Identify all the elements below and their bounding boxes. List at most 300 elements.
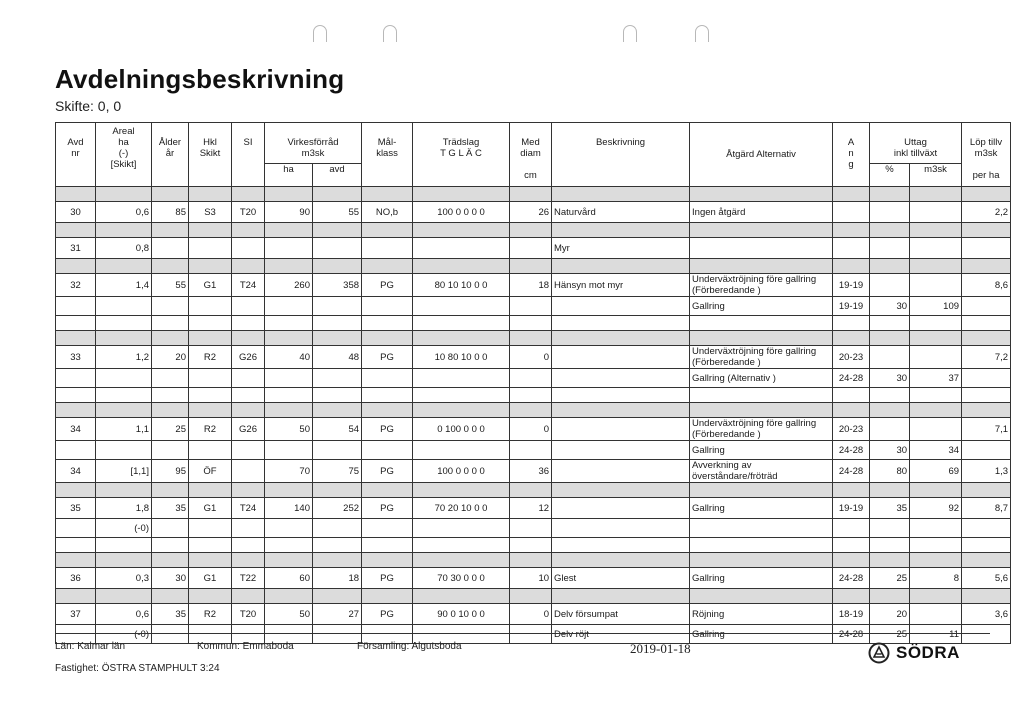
header-uttag-pct: %: [870, 164, 910, 187]
row-virkesforrad-avd: [313, 483, 362, 498]
row-alder: [152, 223, 189, 238]
row-beskrivning: [552, 346, 690, 369]
row-virkesforrad-ha: [265, 538, 313, 553]
row-si: [232, 460, 265, 483]
row-virkesforrad-avd: [313, 441, 362, 460]
row-tradslag: [413, 538, 510, 553]
row-uttag-pct: 80: [870, 460, 910, 483]
row-virkesforrad-ha: [265, 316, 313, 331]
shaded-separator-row: [56, 483, 1011, 498]
row-ang: [833, 483, 870, 498]
row-med-diam: [510, 625, 552, 644]
row-virkesforrad-ha: [265, 589, 313, 604]
row-hkl: R2: [189, 346, 232, 369]
row-virkesforrad-avd: 18: [313, 568, 362, 589]
table-row: [56, 238, 1011, 259]
row-beskrivning: Myr: [552, 238, 690, 259]
row-virkesforrad-avd: [313, 553, 362, 568]
row-si: [232, 331, 265, 346]
row-virkesforrad-avd: [313, 297, 362, 316]
row-uttag-pct: [870, 202, 910, 223]
row-virkesforrad-avd: 27: [313, 604, 362, 625]
footer-lan: Län: Kalmar län: [55, 641, 126, 652]
row-lop: [962, 259, 1011, 274]
row-ang: 24-28: [833, 460, 870, 483]
row-uttag-pct: 30: [870, 369, 910, 388]
shaded-separator-row: [56, 589, 1011, 604]
row-areal: 1,8: [96, 498, 152, 519]
row-atgard: [690, 331, 833, 346]
row-tradslag: 90 0 10 0 0: [413, 604, 510, 625]
table-row: [56, 202, 1011, 223]
row-virkesforrad-avd: 55: [313, 202, 362, 223]
row-avd: [56, 589, 96, 604]
row-uttag-pct: [870, 589, 910, 604]
row-med-diam: 0: [510, 604, 552, 625]
row-atgard: [690, 589, 833, 604]
row-malklass: PG: [362, 498, 413, 519]
row-alder: [152, 589, 189, 604]
row-tradslag: 70 20 10 0 0: [413, 498, 510, 519]
row-hkl: [189, 259, 232, 274]
row-uttag-pct: [870, 553, 910, 568]
row-uttag-m3sk: [910, 316, 962, 331]
row-ang: [833, 223, 870, 238]
row-ang: [833, 519, 870, 538]
row-beskrivning: Delv försumpat: [552, 604, 690, 625]
row-virkesforrad-avd: 54: [313, 418, 362, 441]
row-tradslag: [413, 259, 510, 274]
row-virkesforrad-ha: 60: [265, 568, 313, 589]
row-virkesforrad-ha: [265, 331, 313, 346]
row-areal: [96, 331, 152, 346]
row-uttag-pct: [870, 519, 910, 538]
row-virkesforrad-avd: [313, 187, 362, 202]
row-uttag-m3sk: [910, 589, 962, 604]
row-lop: [962, 483, 1011, 498]
row-lop: 8,7: [962, 498, 1011, 519]
row-malklass: [362, 403, 413, 418]
row-malklass: [362, 223, 413, 238]
row-malklass: [362, 297, 413, 316]
row-uttag-pct: 35: [870, 498, 910, 519]
row-lop: [962, 553, 1011, 568]
row-hkl: [189, 538, 232, 553]
row-lop: [962, 519, 1011, 538]
row-si: T20: [232, 202, 265, 223]
row-si: [232, 187, 265, 202]
page-subtitle: Skifte: 0, 0: [55, 98, 122, 114]
row-beskrivning: Delv röjt: [552, 625, 690, 644]
row-alder: 30: [152, 568, 189, 589]
row-avd: 35: [56, 498, 96, 519]
shaded-separator-row: [56, 259, 1011, 274]
row-alder: [152, 238, 189, 259]
punch-hole-mark: [313, 25, 327, 42]
header-virkesforrad-avd: avd: [313, 164, 362, 187]
row-avd: [56, 403, 96, 418]
row-uttag-m3sk: [910, 331, 962, 346]
row-lop: 3,6: [962, 604, 1011, 625]
row-atgard: Gallring (Alternativ ): [690, 369, 833, 388]
row-avd: [56, 553, 96, 568]
row-areal: [96, 223, 152, 238]
row-uttag-m3sk: [910, 202, 962, 223]
row-uttag-pct: 20: [870, 604, 910, 625]
row-malklass: PG: [362, 568, 413, 589]
row-malklass: PG: [362, 346, 413, 369]
row-tradslag: [413, 331, 510, 346]
row-ang: [833, 388, 870, 403]
header-si: SI: [232, 123, 265, 187]
row-areal: 0,6: [96, 604, 152, 625]
row-atgard: [690, 538, 833, 553]
sodra-logo-text: SÖDRA: [896, 643, 960, 662]
row-lop: 2,2: [962, 202, 1011, 223]
row-uttag-pct: [870, 331, 910, 346]
row-si: [232, 589, 265, 604]
row-lop: [962, 441, 1011, 460]
row-hkl: [189, 369, 232, 388]
row-uttag-pct: [870, 238, 910, 259]
row-alder: 35: [152, 604, 189, 625]
footer-kommun: Kommun: Emmaboda: [197, 641, 294, 652]
table-row: [56, 297, 1011, 316]
row-uttag-pct: [870, 316, 910, 331]
row-hkl: G1: [189, 568, 232, 589]
row-areal: 1,2: [96, 346, 152, 369]
row-atgard: Avverkning av överståndare/fröträd: [690, 460, 833, 483]
row-virkesforrad-avd: [313, 223, 362, 238]
row-virkesforrad-ha: [265, 388, 313, 403]
footer-fastighet: Fastighet: ÖSTRA STAMPHULT 3:24: [55, 663, 220, 674]
row-si: [232, 223, 265, 238]
row-ang: [833, 238, 870, 259]
row-areal: 1,4: [96, 274, 152, 297]
row-alder: [152, 441, 189, 460]
row-beskrivning: [552, 297, 690, 316]
table-row: [56, 568, 1011, 589]
row-beskrivning: Naturvård: [552, 202, 690, 223]
row-lop: 1,3: [962, 460, 1011, 483]
page-title: Avdelningsbeskrivning: [55, 64, 345, 94]
row-hkl: [189, 331, 232, 346]
row-uttag-m3sk: [910, 553, 962, 568]
row-tradslag: [413, 589, 510, 604]
row-beskrivning: [552, 441, 690, 460]
row-areal: [96, 316, 152, 331]
row-atgard: Gallring: [690, 625, 833, 644]
row-malklass: PG: [362, 460, 413, 483]
row-uttag-m3sk: 8: [910, 568, 962, 589]
row-avd: 33: [56, 346, 96, 369]
row-lop: [962, 238, 1011, 259]
row-hkl: [189, 316, 232, 331]
row-areal: [96, 297, 152, 316]
punch-hole-mark: [623, 25, 637, 42]
row-malklass: [362, 369, 413, 388]
row-virkesforrad-avd: [313, 238, 362, 259]
row-med-diam: [510, 223, 552, 238]
table-row: [56, 346, 1011, 369]
row-lop: 5,6: [962, 568, 1011, 589]
row-uttag-m3sk: [910, 223, 962, 238]
row-ang: 24-28: [833, 625, 870, 644]
row-avd: [56, 483, 96, 498]
row-areal: [1,1]: [96, 460, 152, 483]
row-alder: [152, 403, 189, 418]
row-med-diam: [510, 441, 552, 460]
row-ang: 18-19: [833, 604, 870, 625]
header-uttag: Uttag inkl tillväxt: [870, 123, 962, 164]
row-atgard: Underväxtröjning före gallring (Förberedande ): [690, 346, 833, 369]
row-alder: [152, 369, 189, 388]
header-avd: Avd nr: [56, 123, 96, 187]
row-si: G26: [232, 346, 265, 369]
row-uttag-pct: [870, 259, 910, 274]
row-virkesforrad-ha: 260: [265, 274, 313, 297]
row-si: T22: [232, 568, 265, 589]
row-virkesforrad-ha: [265, 369, 313, 388]
row-atgard: [690, 238, 833, 259]
row-tradslag: [413, 519, 510, 538]
row-hkl: R2: [189, 418, 232, 441]
row-med-diam: [510, 519, 552, 538]
row-lop: [962, 331, 1011, 346]
row-si: [232, 403, 265, 418]
header-ang: A n g: [833, 123, 870, 187]
row-si: G26: [232, 418, 265, 441]
row-uttag-m3sk: 37: [910, 369, 962, 388]
row-uttag-m3sk: [910, 418, 962, 441]
row-lop: [962, 388, 1011, 403]
row-hkl: [189, 223, 232, 238]
row-malklass: [362, 316, 413, 331]
row-lop: [962, 538, 1011, 553]
header-hkl: Hkl Skikt: [189, 123, 232, 187]
row-hkl: [189, 238, 232, 259]
row-virkesforrad-ha: [265, 441, 313, 460]
row-atgard: Gallring: [690, 498, 833, 519]
table-row: [56, 274, 1011, 297]
row-atgard: Röjning: [690, 604, 833, 625]
row-alder: [152, 331, 189, 346]
row-avd: 36: [56, 568, 96, 589]
row-ang: 24-28: [833, 441, 870, 460]
row-avd: [56, 441, 96, 460]
row-uttag-m3sk: [910, 259, 962, 274]
row-med-diam: [510, 538, 552, 553]
row-si: T24: [232, 498, 265, 519]
row-med-diam: [510, 238, 552, 259]
row-areal: 0,8: [96, 238, 152, 259]
row-avd: [56, 223, 96, 238]
row-med-diam: [510, 259, 552, 274]
row-lop: [962, 223, 1011, 238]
table-row: [56, 441, 1011, 460]
row-beskrivning: [552, 369, 690, 388]
row-med-diam: 12: [510, 498, 552, 519]
row-tradslag: 100 0 0 0 0: [413, 202, 510, 223]
row-med-diam: [510, 187, 552, 202]
row-atgard: [690, 403, 833, 418]
header-atgard: Åtgärd Alternativ: [690, 123, 833, 187]
row-tradslag: [413, 553, 510, 568]
row-si: [232, 553, 265, 568]
footer-forsamling: Församling: Algutsboda: [357, 641, 462, 652]
row-avd: 32: [56, 274, 96, 297]
row-uttag-m3sk: [910, 538, 962, 553]
row-hkl: ÖF: [189, 460, 232, 483]
row-tradslag: 100 0 0 0 0: [413, 460, 510, 483]
row-beskrivning: [552, 187, 690, 202]
row-med-diam: [510, 316, 552, 331]
row-si: [232, 519, 265, 538]
row-areal: 0,6: [96, 202, 152, 223]
row-areal: 0,3: [96, 568, 152, 589]
row-si: [232, 297, 265, 316]
row-lop: [962, 297, 1011, 316]
row-hkl: [189, 483, 232, 498]
row-virkesforrad-ha: [265, 297, 313, 316]
row-hkl: [189, 187, 232, 202]
row-hkl: [189, 403, 232, 418]
row-uttag-pct: [870, 388, 910, 403]
row-si: [232, 369, 265, 388]
row-malklass: [362, 519, 413, 538]
row-ang: 24-28: [833, 369, 870, 388]
header-uttag-m3sk: m3sk: [910, 164, 962, 187]
row-beskrivning: [552, 483, 690, 498]
row-virkesforrad-ha: 90: [265, 202, 313, 223]
row-virkesforrad-avd: [313, 369, 362, 388]
row-uttag-m3sk: 92: [910, 498, 962, 519]
row-med-diam: 0: [510, 346, 552, 369]
row-uttag-pct: [870, 187, 910, 202]
row-malklass: [362, 388, 413, 403]
row-uttag-m3sk: [910, 483, 962, 498]
row-si: T24: [232, 274, 265, 297]
row-beskrivning: [552, 538, 690, 553]
row-med-diam: 10: [510, 568, 552, 589]
row-beskrivning: [552, 418, 690, 441]
row-beskrivning: [552, 403, 690, 418]
row-uttag-m3sk: [910, 187, 962, 202]
row-virkesforrad-ha: [265, 259, 313, 274]
row-lop: [962, 369, 1011, 388]
row-med-diam: 26: [510, 202, 552, 223]
row-atgard: [690, 483, 833, 498]
row-virkesforrad-avd: [313, 259, 362, 274]
row-hkl: R2: [189, 604, 232, 625]
row-ang: 20-23: [833, 346, 870, 369]
shaded-separator-row: [56, 331, 1011, 346]
row-ang: [833, 187, 870, 202]
row-med-diam: [510, 483, 552, 498]
row-alder: 25: [152, 418, 189, 441]
row-alder: 95: [152, 460, 189, 483]
row-tradslag: [413, 403, 510, 418]
table-row: [56, 369, 1011, 388]
row-alder: 35: [152, 498, 189, 519]
row-tradslag: [413, 441, 510, 460]
row-lop: [962, 403, 1011, 418]
row-virkesforrad-avd: 48: [313, 346, 362, 369]
row-tradslag: 80 10 10 0 0: [413, 274, 510, 297]
row-alder: 55: [152, 274, 189, 297]
row-avd: 31: [56, 238, 96, 259]
row-areal: [96, 403, 152, 418]
row-virkesforrad-avd: [313, 625, 362, 644]
header-alder: Ålder år: [152, 123, 189, 187]
row-hkl: [189, 441, 232, 460]
row-med-diam: 18: [510, 274, 552, 297]
row-ang: 24-28: [833, 568, 870, 589]
row-alder: [152, 519, 189, 538]
row-uttag-m3sk: [910, 519, 962, 538]
row-virkesforrad-ha: 50: [265, 418, 313, 441]
row-si: [232, 441, 265, 460]
row-malklass: [362, 187, 413, 202]
row-uttag-m3sk: [910, 388, 962, 403]
row-tradslag: [413, 369, 510, 388]
row-lop: [962, 625, 1011, 644]
row-uttag-pct: [870, 483, 910, 498]
spacer-row: [56, 538, 1011, 553]
row-atgard: Underväxtröjning före gallring (Förberedande ): [690, 418, 833, 441]
row-med-diam: [510, 553, 552, 568]
row-areal: [96, 388, 152, 403]
row-avd: 34: [56, 418, 96, 441]
row-beskrivning: [552, 519, 690, 538]
row-hkl: S3: [189, 202, 232, 223]
row-beskrivning: [552, 316, 690, 331]
row-virkesforrad-ha: [265, 553, 313, 568]
row-med-diam: [510, 403, 552, 418]
row-med-diam: 36: [510, 460, 552, 483]
row-virkesforrad-avd: [313, 316, 362, 331]
row-virkesforrad-avd: [313, 331, 362, 346]
header-beskrivning: Beskrivning: [552, 123, 690, 187]
header-tradslag: Trädslag T G L Ä C: [413, 123, 510, 187]
row-uttag-pct: [870, 223, 910, 238]
row-lop: [962, 316, 1011, 331]
row-atgard: Gallring: [690, 441, 833, 460]
row-virkesforrad-avd: 75: [313, 460, 362, 483]
row-virkesforrad-avd: 358: [313, 274, 362, 297]
row-uttag-pct: [870, 274, 910, 297]
row-med-diam: [510, 297, 552, 316]
row-malklass: [362, 331, 413, 346]
row-ang: [833, 331, 870, 346]
row-hkl: [189, 553, 232, 568]
row-alder: [152, 316, 189, 331]
row-areal: [96, 538, 152, 553]
row-alder: [152, 187, 189, 202]
table-row: [56, 418, 1011, 441]
row-tradslag: [413, 297, 510, 316]
row-med-diam: [510, 369, 552, 388]
row-atgard: [690, 223, 833, 238]
row-avd: 30: [56, 202, 96, 223]
spacer-row: [56, 316, 1011, 331]
row-atgard: [690, 553, 833, 568]
row-beskrivning: [552, 331, 690, 346]
row-malklass: [362, 259, 413, 274]
row-ang: [833, 553, 870, 568]
row-uttag-m3sk: 69: [910, 460, 962, 483]
spacer-row: [56, 388, 1011, 403]
